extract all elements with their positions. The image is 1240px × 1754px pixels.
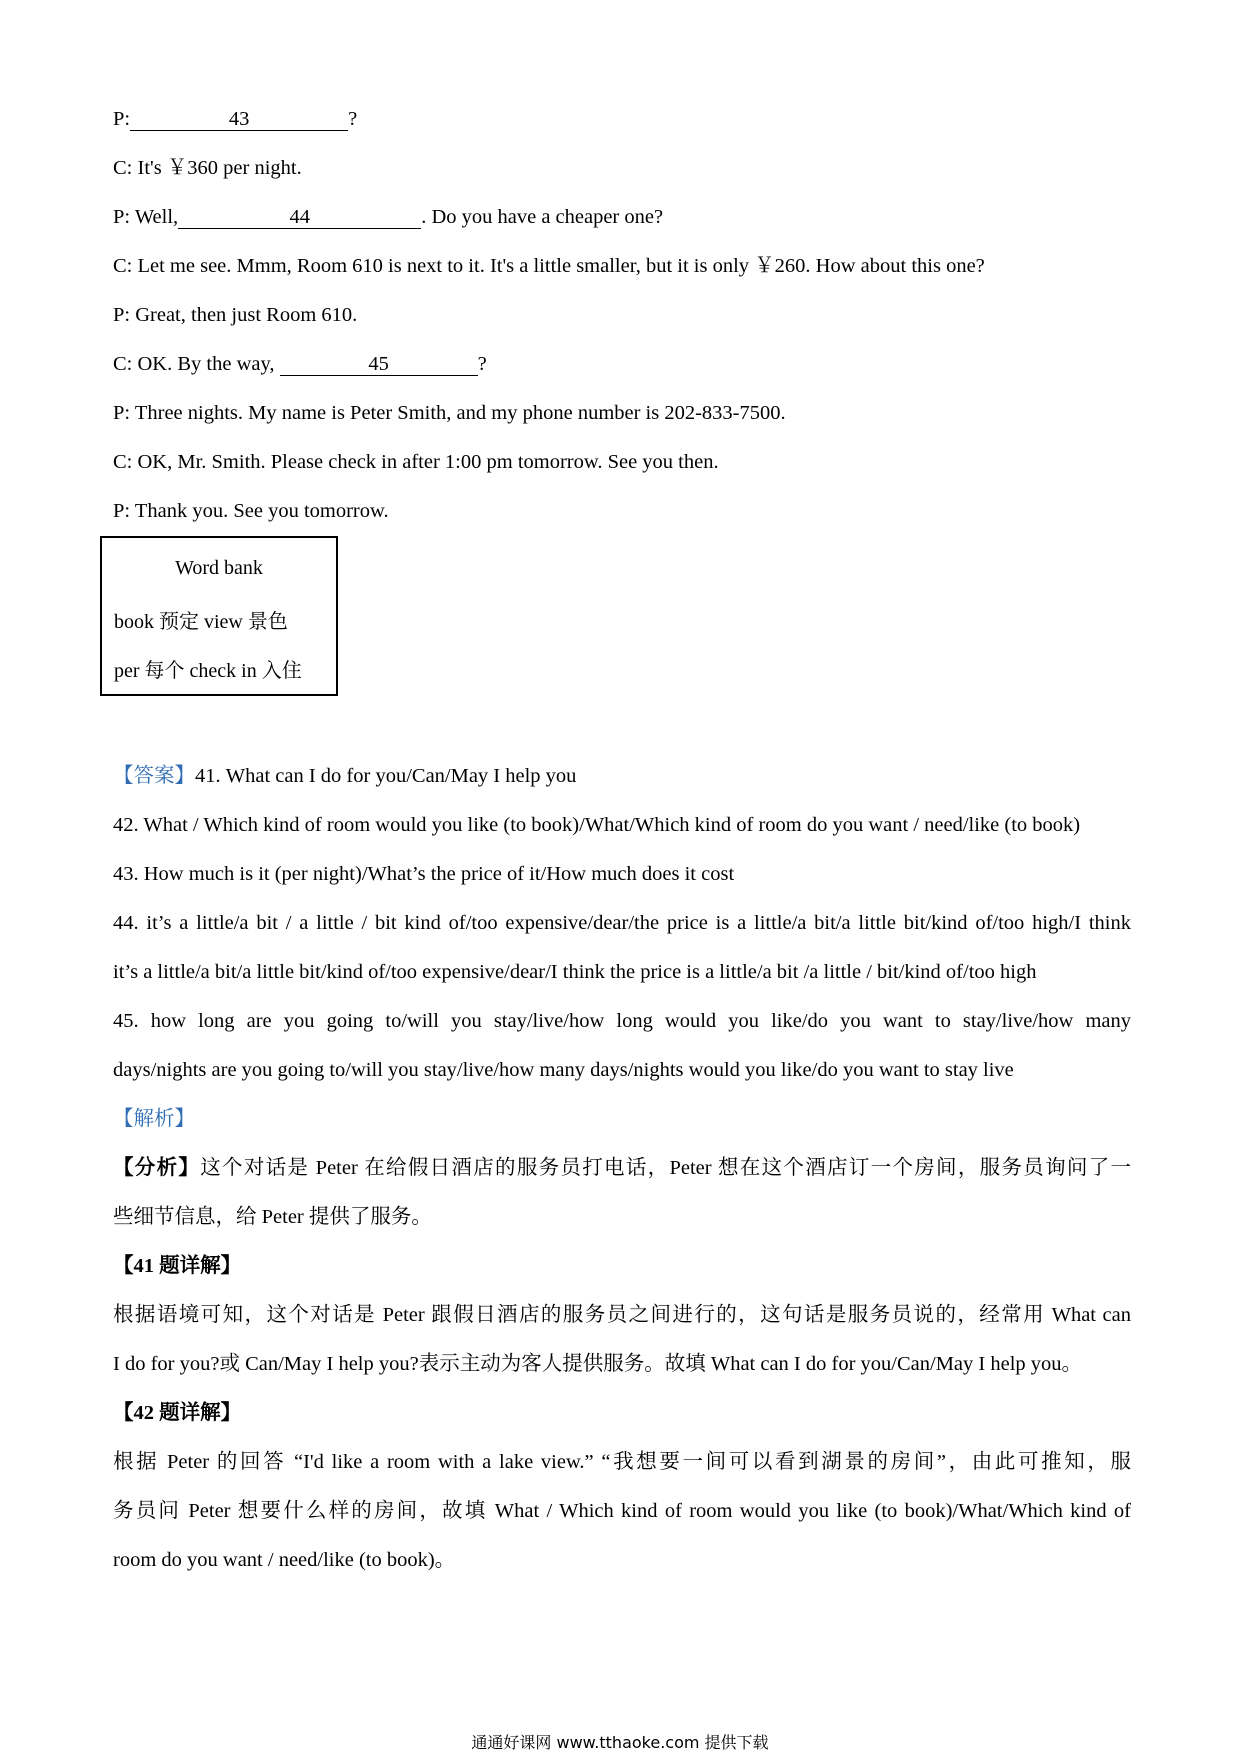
dialogue-line: C: OK, Mr. Smith. Please check in after 1:00 pm tomorrow. See you then.: [113, 451, 719, 473]
answer-text: 41. What can I do for you/Can/May I help you: [195, 765, 577, 787]
speaker-text: P: Well,: [113, 206, 179, 228]
answer-45-line2: days/nights are you going to/will you stay/live/how many days/nights would you like/do you want to stay live: [113, 1059, 1014, 1081]
page-footer: 通通好课网 www.tthaoke.com 提供下载: [471, 1733, 769, 1752]
word-bank-row: book 预定 view 景色: [114, 611, 288, 633]
q42-explanation-line3: room do you want / need/like (to book)。: [113, 1549, 456, 1571]
dialogue-line: P: Great, then just Room 610.: [113, 304, 358, 326]
speaker-text: C: OK. By the way,: [113, 353, 275, 375]
dialogue-line-44: [113, 203, 663, 231]
dialogue-line: P: Thank you. See you tomorrow.: [113, 500, 389, 522]
answer-blank-43: 43: [130, 108, 348, 131]
q41-explanation-line2: I do for you?或 Can/May I help you?表示主动为客人提供服务。故填 What can I do for you/Can/May I help you。: [113, 1353, 1083, 1375]
dialogue-line-43: [113, 105, 357, 133]
question-mark: ?: [348, 108, 358, 130]
dialogue-line-45: [113, 350, 487, 378]
q42-explanation-line1: 根据 Peter 的回答 “I'd like a room with a lake view.” “我想要一间可以看到湖景的房间”，由此可推知，服: [113, 1451, 1131, 1473]
answer-45-line1: 45. how long are you going to/will you stay/live/how long would you like/do you want to stay/live/how many: [113, 1010, 1131, 1032]
analysis-tag: 【解析】: [113, 1108, 195, 1130]
answer-44-line1: 44. it’s a little/a bit / a little / bit kind of/too expensive/dear/the price is a little/a bit/a little bit/kind of/too high/I think: [113, 912, 1131, 934]
analysis-paragraph-line2: 些细节信息，给 Peter 提供了服务。: [113, 1206, 432, 1228]
speaker-text: . Do you have a cheaper one?: [421, 206, 664, 228]
answer-42: 42. What / Which kind of room would you like (to book)/What/Which kind of room do you want / need/like (to book): [113, 814, 1081, 836]
fenxi-text: 这个对话是 Peter 在给假日酒店的服务员打电话，Peter 想在这个酒店订一个房间，服务员询问了一: [200, 1157, 1131, 1179]
dialogue-line: C: It's ￥360 per night.: [113, 157, 302, 179]
word-bank-title: Word bank: [175, 557, 263, 579]
fenxi-tag: 【分析】: [113, 1157, 201, 1179]
answer-blank-44: 44: [178, 206, 421, 229]
answer-blank-45: 45: [280, 353, 478, 376]
word-bank-box: [100, 536, 338, 696]
speaker-label: P:: [113, 108, 131, 130]
q41-heading: 【41 题详解】: [113, 1255, 242, 1277]
dialogue-line: P: Three nights. My name is Peter Smith, and my phone number is 202-833-7500.: [113, 402, 786, 424]
answer-tag: 【答案】: [113, 765, 195, 787]
answer-43: 43. How much is it (per night)/What’s the price of it/How much does it cost: [113, 863, 735, 885]
question-mark: ?: [477, 353, 487, 375]
q42-explanation-line2: 务员问 Peter 想要什么样的房间，故填 What / Which kind of room would you like (to book)/What/Which kind of: [113, 1500, 1131, 1522]
analysis-paragraph-line1: [113, 1154, 1131, 1182]
answer-44-line2: it’s a little/a bit/a little bit/kind of/too expensive/dear/I think the price is a little/a bit /a little / bit/kind of/too high: [113, 961, 1037, 983]
q41-explanation-line1: 根据语境可知，这个对话是 Peter 跟假日酒店的服务员之间进行的，这句话是服务员说的，经常用 What can: [113, 1304, 1131, 1326]
answer-41: [113, 762, 576, 790]
word-bank-row: per 每个 check in 入住: [114, 660, 302, 682]
dialogue-line: C: Let me see. Mmm, Room 610 is next to it. It's a little smaller, but it is only ￥260. How about this one?: [113, 255, 985, 277]
q42-heading: 【42 题详解】: [113, 1402, 242, 1424]
